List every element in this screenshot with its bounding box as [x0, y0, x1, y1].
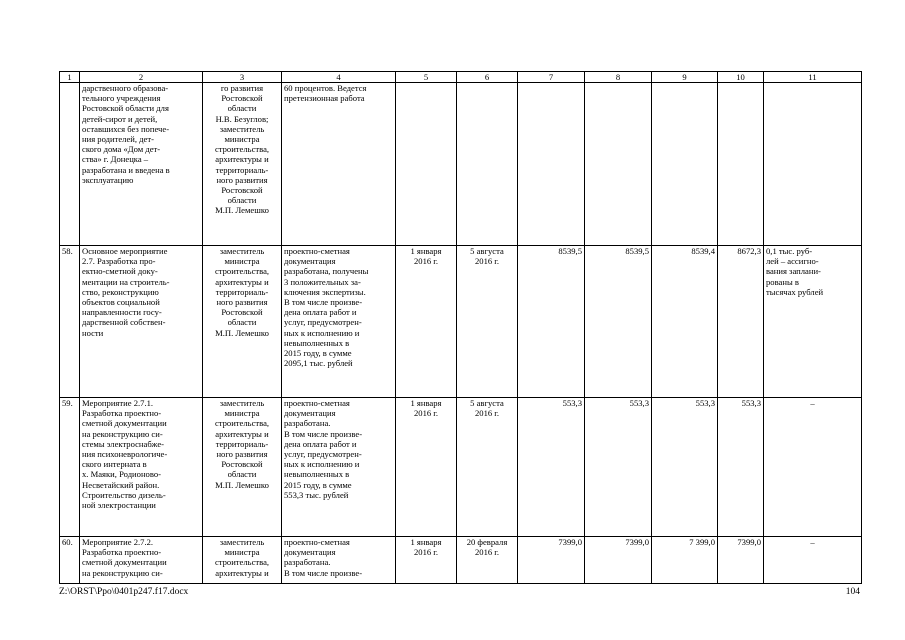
table-row	[60, 83, 862, 246]
start-date: 1 января 2016 г.	[396, 398, 457, 537]
end-date: 5 августа 2016 г.	[457, 246, 518, 398]
table-row	[60, 246, 862, 398]
row-number	[60, 83, 80, 246]
table-row	[60, 398, 862, 537]
header-cell: 11	[764, 72, 862, 83]
header-cell: 2	[80, 72, 203, 83]
result: проектно-сметная документация разработана. В том числе произве-	[282, 537, 396, 584]
file-path: Z:\ORST\Ppo\0401p247.f17.docx	[59, 587, 189, 597]
header-cell: 10	[718, 72, 764, 83]
responsible: заместитель министра строительства, архитектуры и территориаль- ного развития Ростовской области М.П. Лемешко	[203, 398, 282, 537]
end-date: 20 февраля 2016 г.	[457, 537, 518, 584]
header-row	[60, 72, 862, 83]
value-10: 553,3	[718, 398, 764, 537]
start-date: 1 января 2016 г.	[396, 537, 457, 584]
value-8: 7399,0	[585, 537, 652, 584]
report-table	[59, 71, 862, 584]
measure-name: Мероприятие 2.7.1. Разработка проектно- сметной документации на реконструкцию си- стемы электроснабже- ния психоневрологиче- ского интерната в х. Маяки, Родионово- Несветайский район. Строительство дизель- ной электростанции	[80, 398, 203, 537]
value-10: 8672,3	[718, 246, 764, 398]
start-date	[396, 83, 457, 246]
responsible: заместитель министра строительства, архитектуры и территориаль- ного развития Ростовской области М.П. Лемешко	[203, 246, 282, 398]
value-9: 7 399,0	[652, 537, 718, 584]
header-cell: 6	[457, 72, 518, 83]
measure-name: Мероприятие 2.7.2. Разработка проектно- сметной документации на реконструкцию си-	[80, 537, 203, 584]
value-8: 8539,5	[585, 246, 652, 398]
result: проектно-сметная документация разработана, получены 3 положительных за- ключения экспертизы. В том числе произве- дена оплата работ и услуг, предусмотрен- ных к исполнению и невыполненных в 2015 году, в сумме 2095,1 тыс. рублей	[282, 246, 396, 398]
end-date: 5 августа 2016 г.	[457, 398, 518, 537]
header-cell: 7	[518, 72, 585, 83]
measure-name: дарственного образова- тельного учреждения Ростовской области для детей-сирот и детей, оставшихся без попече- ния родителей, дет- ского дома «Дом дет- ства» г. Донецка – разработана и введена в эксплуатацию	[80, 83, 203, 246]
responsible: го развития Ростовской области Н.В. Безуглов; заместитель министра строительства, архитектуры и территориаль- ного развития Ростовской области М.П. Лемешко	[203, 83, 282, 246]
value-7	[518, 83, 585, 246]
header-cell: 1	[60, 72, 80, 83]
note: –	[764, 537, 862, 584]
responsible: заместитель министра строительства, архитектуры и	[203, 537, 282, 584]
note: –	[764, 398, 862, 537]
result: 60 процентов. Ведется претензионная работа	[282, 83, 396, 246]
value-9	[652, 83, 718, 246]
value-10	[718, 83, 764, 246]
value-7: 553,3	[518, 398, 585, 537]
result: проектно-сметная документация разработана. В том числе произве- дена оплата работ и услуг, предусмотрен- ных к исполнению и невыполненных в 2015 году, в сумме 553,3 тыс. рублей	[282, 398, 396, 537]
header-cell: 9	[652, 72, 718, 83]
value-7: 8539,5	[518, 246, 585, 398]
start-date: 1 января 2016 г.	[396, 246, 457, 398]
measure-name: Основное мероприятие 2.7. Разработка про- ектно-сметной доку- ментации на строитель- ство, реконструкцию объектов социальной направленности госу- дарственной собствен- ности	[80, 246, 203, 398]
table-row	[60, 537, 862, 584]
value-7: 7399,0	[518, 537, 585, 584]
value-10: 7399,0	[718, 537, 764, 584]
header-cell: 5	[396, 72, 457, 83]
value-8: 553,3	[585, 398, 652, 537]
note	[764, 83, 862, 246]
row-number: 59.	[60, 398, 80, 537]
row-number: 58.	[60, 246, 80, 398]
note: 0,1 тыс. руб- лей – ассигно- вания заплани- рованы в тысячах рублей	[764, 246, 862, 398]
value-8	[585, 83, 652, 246]
row-number: 60.	[60, 537, 80, 584]
header-cell: 3	[203, 72, 282, 83]
header-cell: 8	[585, 72, 652, 83]
page-number: 104	[845, 587, 860, 597]
end-date	[457, 83, 518, 246]
header-cell: 4	[282, 72, 396, 83]
value-9: 553,3	[652, 398, 718, 537]
value-9: 8539,4	[652, 246, 718, 398]
